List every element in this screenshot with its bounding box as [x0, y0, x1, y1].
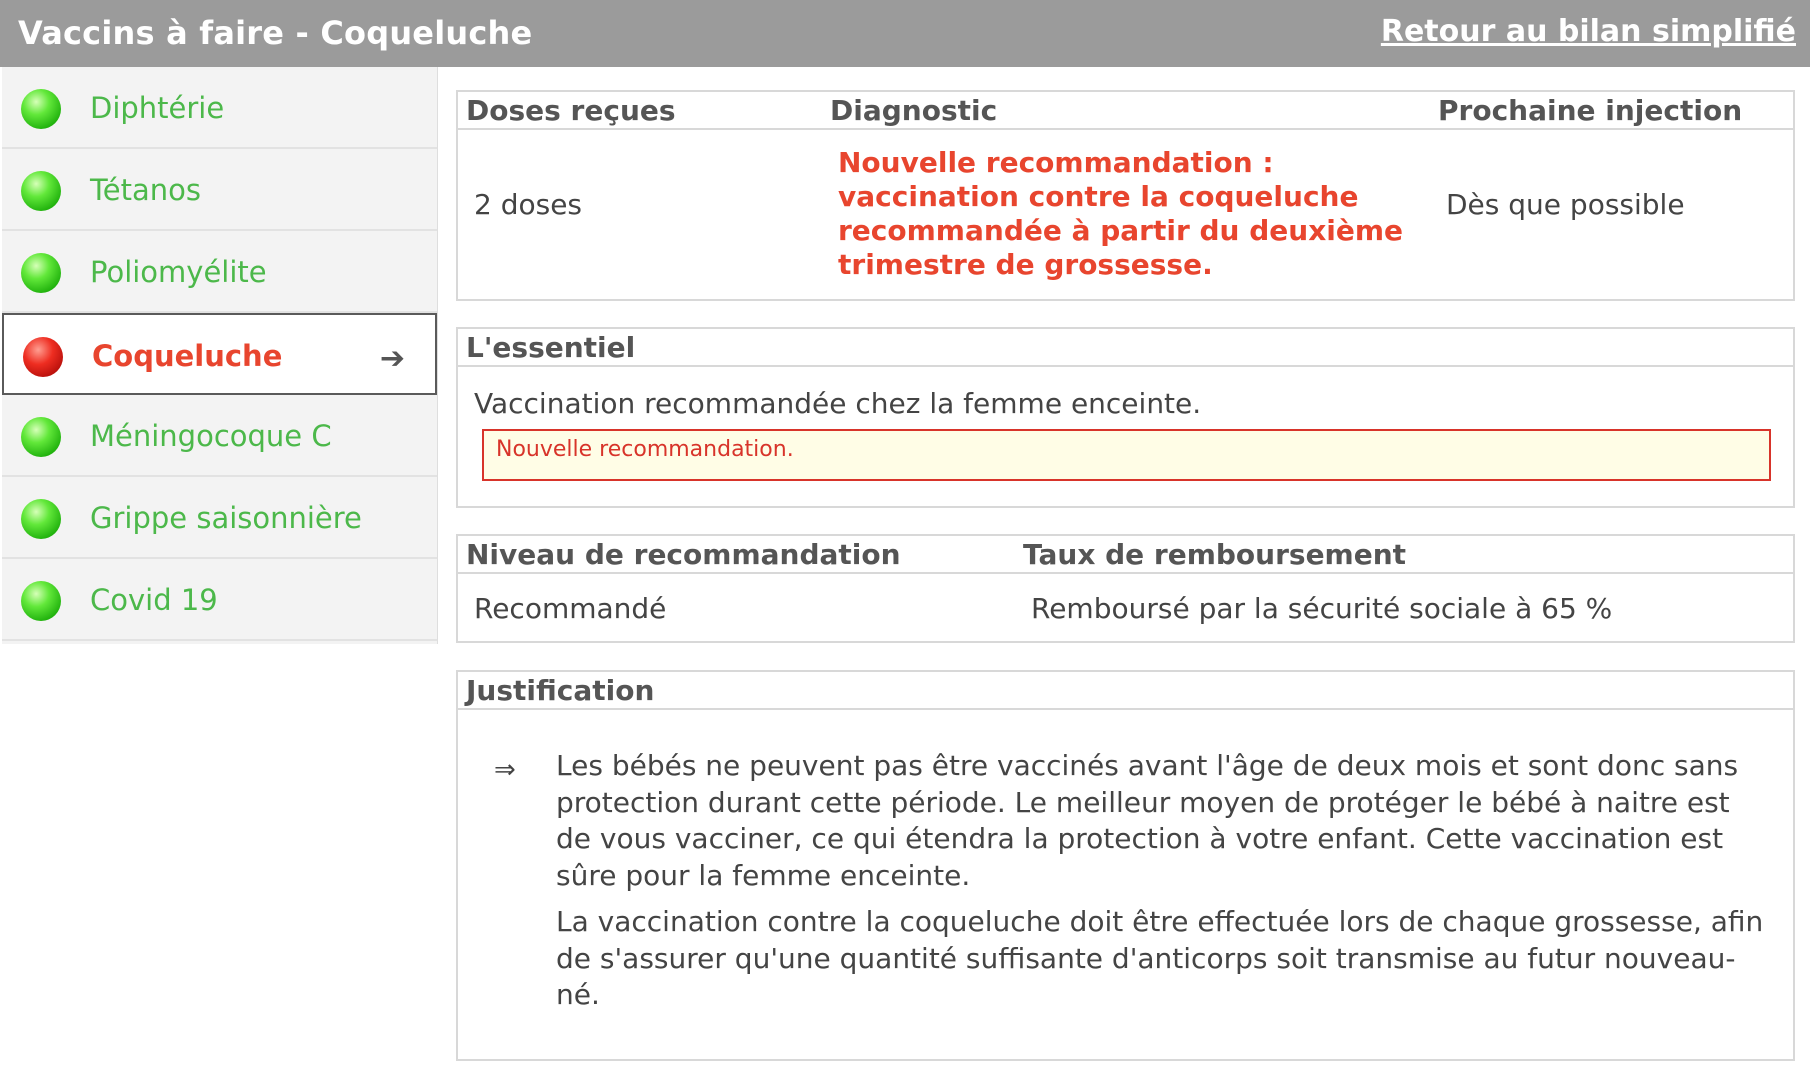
status-ok-icon [21, 581, 61, 621]
doses-value: 2 doses [474, 188, 583, 221]
reimbursement-value: Remboursé par la sécurité sociale à 65 % [1031, 592, 1613, 625]
essentiel-text: Vaccination recommandée chez la femme enceinte. [474, 387, 1202, 420]
sidebar-item-coqueluche[interactable] [2, 313, 437, 395]
justification-panel [456, 670, 1795, 1061]
status-ok-icon [21, 89, 61, 129]
justification-text [556, 748, 1766, 1024]
sidebar-item-label: Poliomyélite [90, 255, 267, 289]
sidebar-item-diphterie[interactable] [2, 67, 437, 149]
essentiel-title: L'essentiel [466, 331, 636, 364]
status-ok-icon [21, 417, 61, 457]
sidebar-item-poliomyelite[interactable] [2, 231, 437, 313]
vaccine-sidebar [2, 67, 438, 644]
sidebar-item-meningocoque-c[interactable] [2, 395, 437, 477]
new-recommendation-notice: Nouvelle recommandation. [482, 429, 1771, 481]
sidebar-item-tetanos[interactable] [2, 149, 437, 231]
recommendation-level-value: Recommandé [474, 592, 667, 625]
sidebar-item-label: Méningocoque C [90, 419, 332, 453]
sidebar-item-covid-19[interactable] [2, 559, 437, 641]
doses-header: Doses reçues [466, 94, 676, 127]
status-ok-icon [21, 253, 61, 293]
doses-table-header [458, 92, 1793, 130]
diagnostic-value: Nouvelle recommandation : vaccination contre la coqueluche recommandée à partir du deuxième trimestre de grossesse. [838, 146, 1404, 281]
next-injection-header: Prochaine injection [1438, 94, 1743, 127]
justification-paragraph: Les bébés ne peuvent pas être vaccinés avant l'âge de deux mois et sont donc sans protection durant cette période. Le meilleur moyen de protéger le bébé à naitre est de vous vacciner, ce qui étendra la protection à votre enfant. Cette vaccination est sûre pour la femme enceinte. [556, 749, 1739, 892]
sidebar-item-label: Grippe saisonnière [90, 501, 362, 535]
double-arrow-right-icon: ⇒ [494, 755, 516, 785]
justification-title: Justification [466, 674, 655, 707]
page-title: Vaccins à faire - Coqueluche [18, 14, 533, 52]
essentiel-panel [456, 327, 1795, 508]
justification-paragraph: La vaccination contre la coqueluche doit être effectuée lors de chaque grossesse, afin de s'assurer qu'une quantité suffisante d'anticorps soit transmise au futur nouveau-né. [556, 905, 1764, 1011]
doses-panel [456, 90, 1795, 301]
essentiel-header [458, 329, 1793, 367]
sidebar-item-label: Tétanos [90, 173, 202, 207]
next-injection-value: Dès que possible [1446, 188, 1685, 221]
diagnostic-header: Diagnostic [830, 94, 998, 127]
status-ok-icon [21, 499, 61, 539]
sidebar-item-label: Coqueluche [92, 339, 283, 373]
status-ok-icon [21, 171, 61, 211]
justification-header [458, 672, 1793, 710]
sidebar-item-label: Diphtérie [90, 91, 225, 125]
page-header [0, 0, 1810, 67]
recommendation-table-header [458, 536, 1793, 574]
arrow-right-icon: ➔ [379, 341, 405, 376]
recommendation-level-header: Niveau de recommandation [466, 538, 901, 571]
recommendation-panel [456, 534, 1795, 643]
sidebar-item-grippe-saisonniere[interactable] [2, 477, 437, 559]
status-alert-icon [23, 337, 63, 377]
back-to-summary-link[interactable]: Retour au bilan simplifié [1380, 14, 1796, 49]
sidebar-item-label: Covid 19 [90, 583, 218, 617]
reimbursement-header: Taux de remboursement [1023, 538, 1407, 571]
